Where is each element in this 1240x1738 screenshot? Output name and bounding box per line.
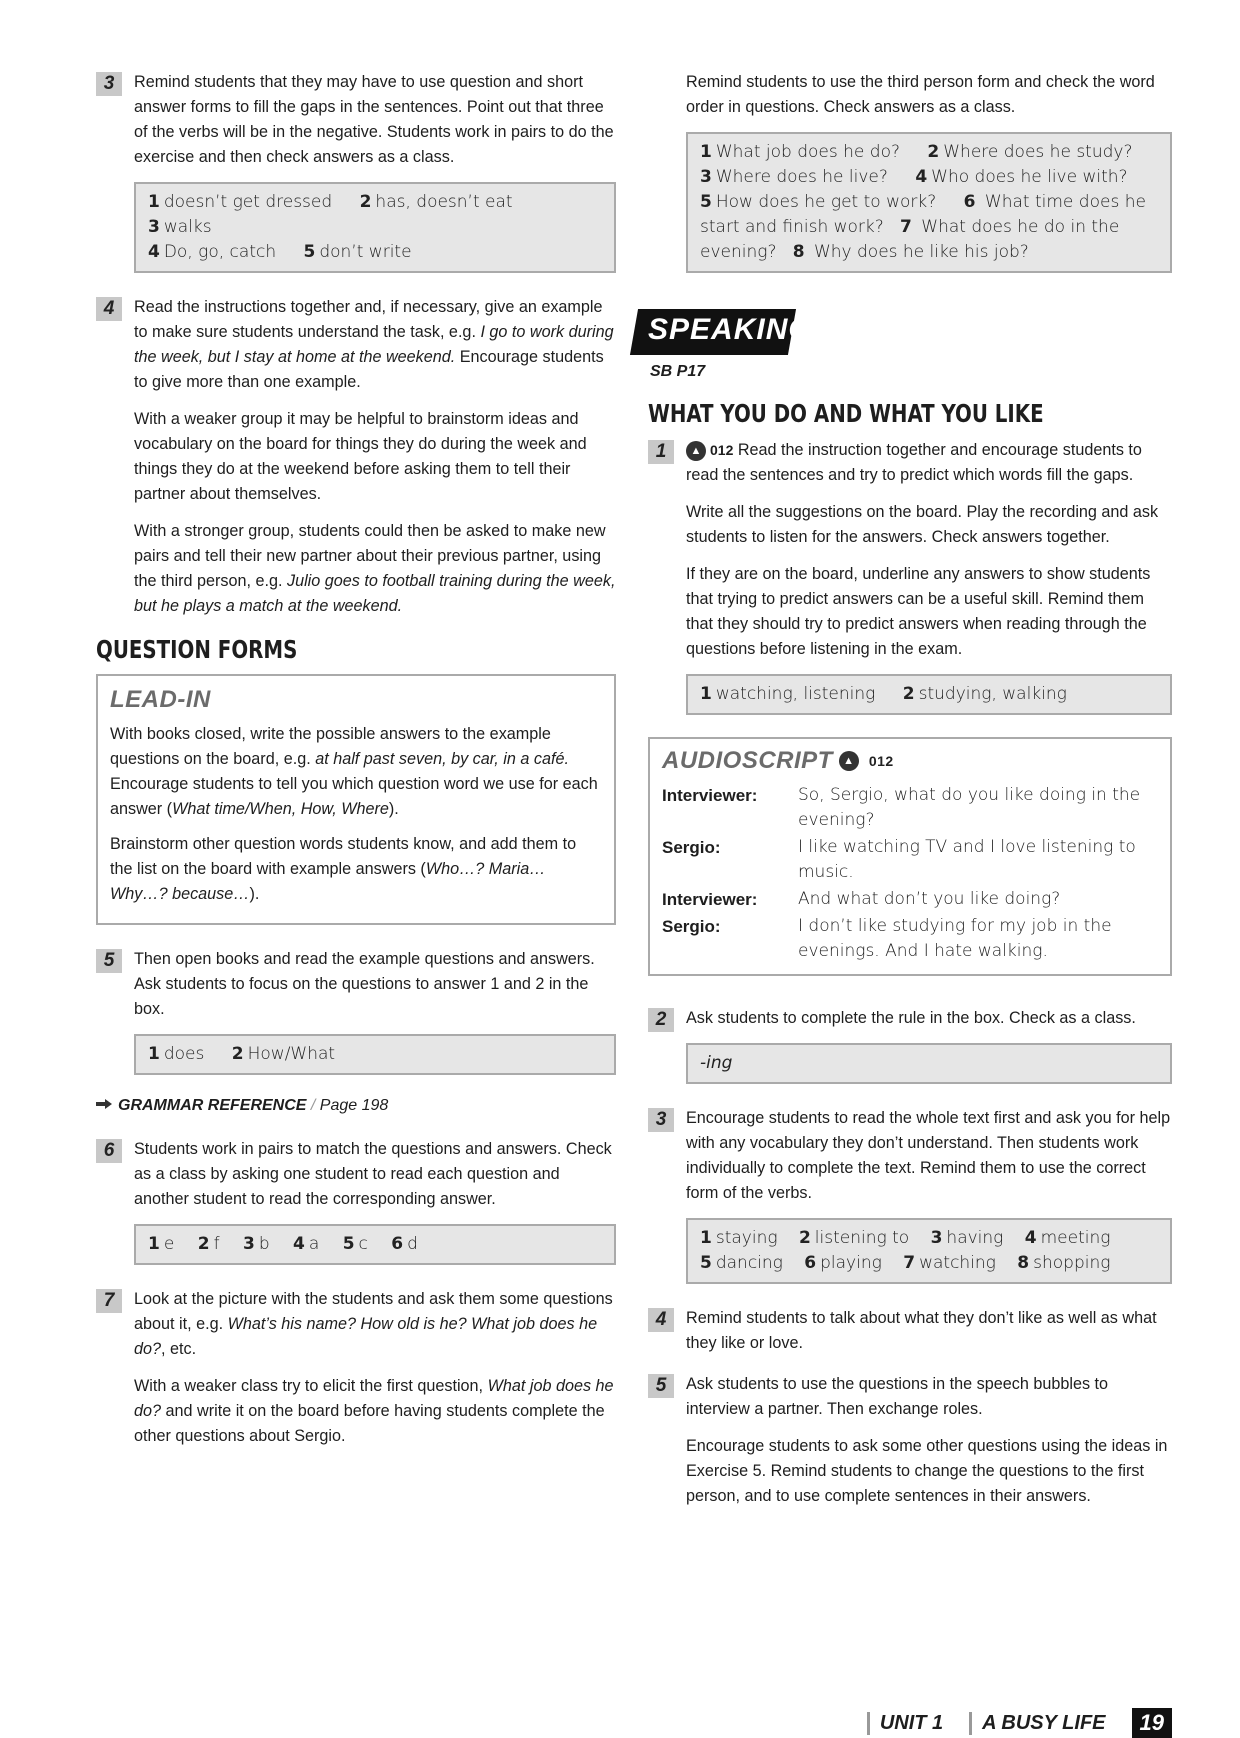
step-text: With a stronger group, students could then be asked to make new pairs and tell their new partner about their previous partner, using the third person, e.g. Julio goes to football training during the week, but he plays a match at the weekend. <box>134 522 616 615</box>
script-line: Interviewer: So, Sergio, what do you like doing in the evening? <box>662 785 1141 830</box>
step-text: Write all the suggestions on the board. Play the recording and ask students to listen for the answers. Check answers together. <box>686 503 1159 546</box>
right-column <box>648 70 1172 1525</box>
step-5 <box>96 947 616 1075</box>
step-text: Then open books and read the example questions and answers. Ask students to focus on the questions to answer 1 and 2 in the box. <box>134 950 595 1018</box>
audioscript-box <box>648 737 1172 976</box>
step-3 <box>96 70 616 273</box>
answer-item: 1 watching, listening <box>700 684 876 704</box>
grammar-reference-link[interactable]: GRAMMAR REFERENCE / Page 198 <box>96 1097 616 1115</box>
step-text: Students work in pairs to match the questions and answers. Check as a class by asking one student to read each question and another student to read the corresponding answer. <box>134 1140 612 1208</box>
speaking-label: SPEAKING <box>648 313 813 346</box>
answer-item: 2 f <box>197 1234 220 1254</box>
answer-item: 1 What job does he do? <box>700 142 900 162</box>
answer-item: 1 does <box>148 1044 205 1064</box>
page-footer <box>867 1708 1172 1738</box>
step-6 <box>96 1137 616 1265</box>
step-number: 4 <box>648 1308 674 1332</box>
answer-item: 5 don’t write <box>303 242 412 262</box>
answer-box <box>686 1218 1172 1284</box>
step-continuation <box>648 70 1172 273</box>
arrow-right-icon <box>96 1099 112 1109</box>
answer-item: 4 Who does he live with? <box>915 167 1128 187</box>
step-number: 4 <box>96 297 122 321</box>
answer-item: 1 staying <box>700 1228 778 1248</box>
step-number: 3 <box>96 72 122 96</box>
answer-box <box>134 1224 616 1265</box>
step-number: 5 <box>96 949 122 973</box>
answer-item: 2 Where does he study? <box>927 142 1133 162</box>
answer-item: 3 having <box>930 1228 1004 1248</box>
answer-item: 4 Do, go, catch <box>148 242 277 262</box>
answer-item: 1 doesn’t get dressed <box>148 192 333 212</box>
step-text: With a weaker class try to elicit the first question, What job does he do? and write it on the board before having students complete the other questions about Sergio. <box>134 1377 614 1445</box>
speaking-banner <box>634 309 1172 359</box>
answer-item: 2 listening to <box>798 1228 910 1248</box>
step-3-speaking <box>648 1106 1172 1284</box>
step-text: Ask students to use the questions in the speech bubbles to interview a partner. Then exchange roles. <box>686 1375 1109 1418</box>
step-7 <box>96 1287 616 1449</box>
answer-item: 5 dancing <box>700 1253 783 1273</box>
step-text: Remind students that they may have to use question and short answer forms to fill the gaps in the sentences. Point out that three of the verbs will be in the negative. Students work in pairs to do the exercise and then check answers as a class. <box>134 73 614 166</box>
answer-item: 7 What does he do in the evening? <box>700 217 1120 262</box>
step-text: Remind students to use the third person form and check the word order in questions. Check answers as a class. <box>686 73 1155 116</box>
step-4 <box>96 295 616 619</box>
answer-box <box>686 132 1172 273</box>
student-book-page: SB P17 <box>650 363 706 380</box>
step-5-speaking <box>648 1372 1172 1509</box>
step-number: 2 <box>648 1008 674 1032</box>
answer-item: 8 shopping <box>1017 1253 1111 1273</box>
step-number: 3 <box>648 1108 674 1132</box>
step-text: Look at the picture with the students and ask them some questions about it, e.g. What’s his name? How old is he? What job does he do?, etc. <box>134 1290 613 1358</box>
lead-in-text: With books closed, write the possible answers to the example questions on the board, e.g. at half past seven, by car, in a café. Encourage students to tell you which question word we use for each answer (What time/When, How, Where). <box>110 725 598 818</box>
answer-item: 5 How does he get to work? <box>700 192 937 212</box>
step-text: Encourage students to ask some other questions using the ideas in Exercise 5. Remind students to change the questions to the first person, and to use complete sentences in their answers. <box>686 1437 1168 1505</box>
step-4-speaking <box>648 1306 1172 1356</box>
answer-item: 6 d <box>391 1234 418 1254</box>
answer-item: 2 studying, walking <box>902 684 1067 704</box>
answer-box <box>134 182 616 273</box>
step-1 <box>648 438 1172 715</box>
step-number: 1 <box>648 440 674 464</box>
answer-item: 6 playing <box>804 1253 882 1273</box>
audioscript-title: AUDIOSCRIPT ▲ 012 <box>662 747 894 774</box>
answer-item: 2 How/What <box>231 1044 336 1064</box>
page-number: 19 <box>1132 1708 1172 1738</box>
answer-box <box>686 674 1172 715</box>
answer-item: 6 What time does he start and finish work? <box>700 192 1146 237</box>
step-text: Read the instructions together and, if necessary, give an example to make sure students understand the task, e.g. I go to work during the week, but I stay at home at the weekend. Encourage students to give more than one example. <box>134 298 614 391</box>
script-line: Sergio: I don’t like studying for my job in the evenings. And I hate walking. <box>662 916 1112 961</box>
lead-in-text: Brainstorm other question words students know, and add them to the list on the board with example answers (Who…? Maria… Why…? because…). <box>110 835 577 903</box>
answer-box <box>134 1034 616 1075</box>
step-text: Remind students to talk about what they don’t like as well as what they like or love. <box>686 1309 1157 1352</box>
script-line: Sergio: I like watching TV and I love listening to music. <box>662 837 1136 882</box>
lead-in-box <box>96 674 616 925</box>
step-text: ▲ 012 Read the instruction together and encourage students to read the sentences and try to predict which words fill the gaps. <box>686 441 1142 484</box>
step-number: 5 <box>648 1374 674 1398</box>
answer-item: 2 has, doesn’t eat <box>359 192 513 212</box>
step-number: 6 <box>96 1139 122 1163</box>
answer-item: 8 Why does he like his job? <box>792 242 1029 262</box>
audio-disc-icon: ▲ <box>839 751 859 771</box>
answer-item: 5 c <box>342 1234 368 1254</box>
left-column <box>96 70 616 1465</box>
answer-box: -ing <box>686 1043 1172 1084</box>
step-number: 7 <box>96 1289 122 1313</box>
section-heading: QUESTION FORMS <box>96 635 298 664</box>
step-text: Ask students to complete the rule in the box. Check as a class. <box>686 1009 1136 1027</box>
step-text: If they are on the board, underline any answers to show students that trying to predict answers can be a useful skill. Remind them that they should try to predict answers when reading through the questions before listening in the exam. <box>686 565 1151 658</box>
answer-item: 3 walks <box>148 217 212 237</box>
answer-item: 3 Where does he live? <box>700 167 888 187</box>
section-heading: WHAT YOU DO AND WHAT YOU LIKE <box>648 399 1044 428</box>
lead-in-title: LEAD-IN <box>110 686 211 713</box>
answer-item: 7 watching <box>903 1253 996 1273</box>
footer-unit: UNIT 1 <box>867 1712 943 1735</box>
step-text: Encourage students to read the whole text first and ask you for help with any vocabulary they don’t understand. Then students work individually to complete the text. Remind them to use the correct form of the verbs. <box>686 1109 1171 1202</box>
step-2 <box>648 1006 1172 1084</box>
answer-item: 4 a <box>293 1234 320 1254</box>
audio-disc-icon: ▲ <box>686 441 706 461</box>
answer-item: 1 e <box>148 1234 175 1254</box>
answer-item: 4 meeting <box>1024 1228 1111 1248</box>
step-text: With a weaker group it may be helpful to brainstorm ideas and vocabulary on the board for things they do during the week and things they do at the weekend before asking them to tell their partner about themselves. <box>134 410 587 503</box>
footer-unit-title: A BUSY LIFE <box>969 1712 1105 1735</box>
script-line: Interviewer: And what don’t you like doing? <box>662 889 1061 909</box>
answer-item: 3 b <box>242 1234 270 1254</box>
